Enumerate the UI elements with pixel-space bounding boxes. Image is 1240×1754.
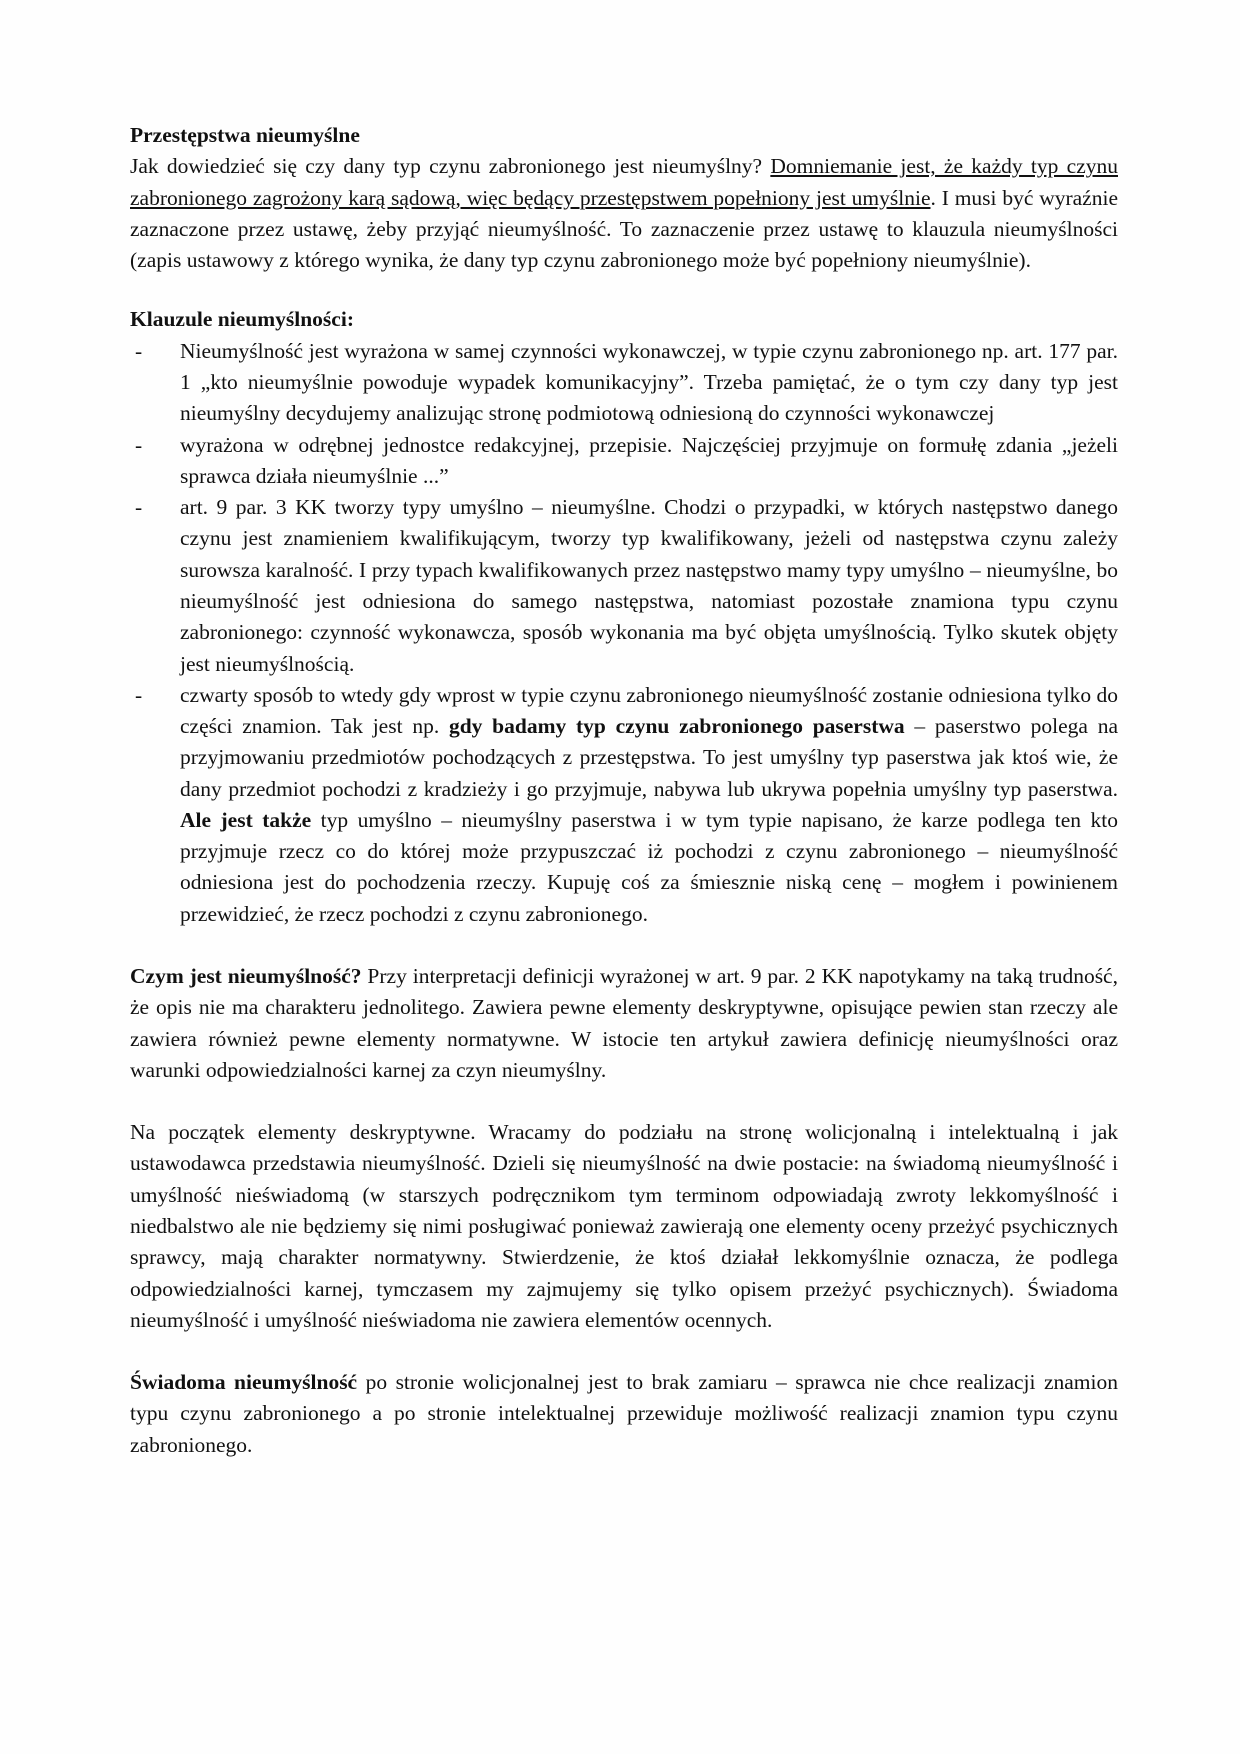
document-body <box>130 120 1118 1461</box>
bullet-marker-icon: - <box>135 432 143 457</box>
definition-paragraph <box>130 961 1118 1086</box>
list-item <box>130 492 1118 680</box>
list-item <box>130 430 1118 493</box>
list-item-text: art. 9 par. 3 KK tworzy typy umyślno – nieumyślne. Chodzi o przypadki, w których następstwo danego czynu jest znamieniem kwalifikującym, tworzy typ kwalifikowany, jeżeli od następstwa czynu zależy surowsza karalność. I przy typach kwalifikowanych przez następstwo mamy typy umyślno – nieumyślne, bo nieumyślność jest odniesiona do samego następstwa, natomiast pozostałe znamiona typu czynu zabronionego: czynność wykonawcza, sposób wykonania ma być objęta umyślnością. Tylko skutek objęty jest nieumyślnością. <box>180 495 1118 676</box>
descriptive-text: Na początek elementy deskryptywne. Wracamy do podziału na stronę wolicjonalną i intelektualną i jak ustawodawca przedstawia nieumyślność. Dzieli się nieumyślność na dwie postacie: na świadomą nieumyślność i umyślność nieświadomą (w starszych podręcznikom tym terminom odpowiadają zwroty lekkomyślność i niedbalstwo ale nie będziemy się nimi posługiwać ponieważ zawierają one elementy oceny przeżyć psychicznych sprawcy, mają charakter normatywny. Stwierdzenie, że ktoś działał lekkomyślnie oznacza, że podlega odpowiedzialności karnej, tymczasem my zajmujemy się tylko opisem przeżyć psychicznych). Świadoma nieumyślność i umyślność nieświadoma nie zawiera elementów ocennych. <box>130 1120 1118 1332</box>
bullet-marker-icon: - <box>135 495 143 520</box>
page-title: Przestępstwa nieumyślne <box>130 123 360 147</box>
spacer <box>130 1086 1118 1117</box>
list-item <box>130 680 1118 930</box>
spacer <box>130 276 1118 304</box>
bullet-marker-icon: - <box>135 682 143 707</box>
list-item-bold-paserstwo: gdy badamy typ czynu zabronionego paserstwa <box>448 714 905 739</box>
list-item <box>130 336 1118 430</box>
section-title-klauzule: Klauzule nieumyślności: <box>130 307 354 332</box>
list-item-text-part-1: czwarty sposób to wtedy gdy wprost w typie czynu zabronionego nieumyślność zostanie odniesiona tylko do części znamion. Tak jest np. <box>180 682 1118 739</box>
conscious-negligence-bold-lead: Świadoma nieumyślność <box>130 1370 358 1395</box>
spacer <box>130 930 1118 961</box>
list-item-bold-ale-jest: Ale jest także <box>180 807 312 832</box>
intro-underlined-text: Domniemanie jest, że każdy typ czynu zabronionego zagrożony karą sądową, więc będący przestępstwem popełniony jest umyślnie <box>130 154 1118 210</box>
list-item-text: wyrażona w odrębnej jednostce redakcyjnej, przepisie. Najczęściej przyjmuje on formułę zdania „jeżeli sprawca działa nieumyślnie ...” <box>180 432 1118 488</box>
definition-bold-lead: Czym jest nieumyślność? <box>130 964 362 989</box>
clauses-list <box>130 336 1118 930</box>
conscious-negligence-text: po stronie wolicjonalnej jest to brak zamiaru – sprawca nie chce realizacji znamion typu czynu zabronionego a po stronie intelektualnej przewiduje możliwość realizacji znamion typu czynu zabronionego. <box>130 1370 1118 1457</box>
conscious-negligence-paragraph <box>130 1367 1118 1461</box>
list-item-text: Nieumyślność jest wyrażona w samej czynności wykonawczej, w typie czynu zabronionego np. art. 177 par. 1 „kto nieumyślnie powoduje wypadek komunikacyjny”. Trzeba pamiętać, że o tym czy dany typ jest nieumyślny decydujemy analizując stronę podmiotową odniesioną do czynności wykonawczej <box>180 338 1118 426</box>
intro-rest-text: . I musi być wyraźnie zaznaczone przez ustawę, żeby przyjąć nieumyślność. To zaznaczenie przez ustawę to klauzula nieumyślności (zapis ustawowy z którego wynika, że dany typ czynu zabronionego może być popełniony nieumyślnie). <box>130 185 1118 273</box>
list-item-text-part-3: typ umyślno – nieumyślny paserstwa i w tym typie napisano, że karze podlega ten kto przyjmuje rzecz co do której może przypuszczać iż pochodzi z czynu zabronionego – nieumyślność odniesiona jest do pochodzenia rzeczy. Kupuję coś za śmiesznie niską cenę – mogłem i powinienem przewidzieć, że rzecz pochodzi z czynu zabronionego. <box>180 807 1118 926</box>
intro-paragraph <box>130 151 1118 276</box>
spacer <box>130 1336 1118 1367</box>
bullet-marker-icon: - <box>135 338 143 363</box>
list-item-text-part-2: – paserstwo polega na przyjmowaniu przedmiotów pochodzących z przestępstwa. To jest umyślny typ paserstwa jak ktoś wie, że dany przedmiot pochodzi z kradzieży i go przyjmuje, nabywa lub ukrywa popełnia umyślny typ paserstwa. <box>180 714 1118 801</box>
definition-text: Przy interpretacji definicji wyrażonej w art. 9 par. 2 KK napotykamy na taką trudność, że opis nie ma charakteru jednolitego. Zawiera pewne elementy deskryptywne, opisujące pewien stan rzeczy ale zawiera również pewne elementy normatywne. W istocie ten artykuł zawiera definicję nieumyślności oraz warunki odpowiedzialności karnej za czyn nieumyślny. <box>130 964 1118 1082</box>
intro-lead-text: Jak dowiedzieć się czy dany typ czynu zabronionego jest nieumyślny? <box>130 154 771 179</box>
descriptive-paragraph <box>130 1117 1118 1336</box>
